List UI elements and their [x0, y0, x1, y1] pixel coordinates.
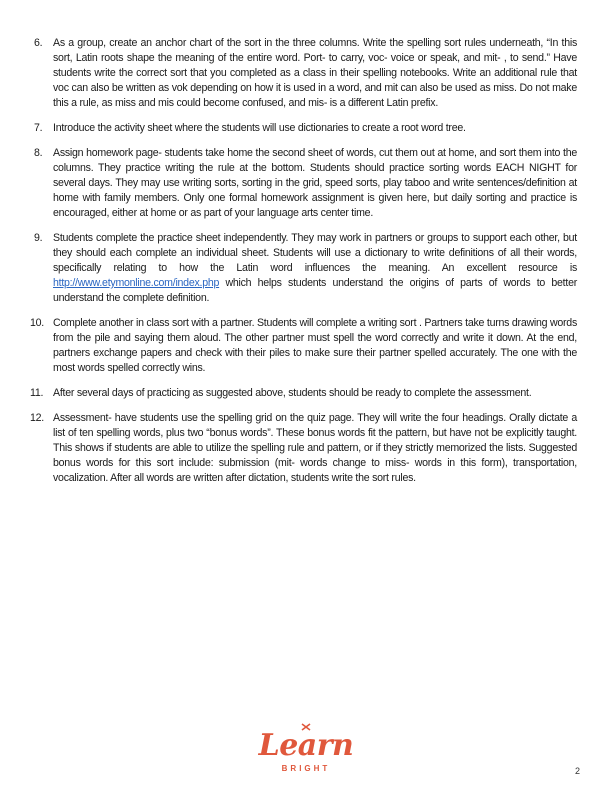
- step-text: Introduce the activity sheet where the students will use dictionaries to create a root word tree.: [53, 122, 466, 134]
- step-6: [0, 36, 612, 111]
- step-number: 8.: [34, 147, 43, 159]
- step-text-before-link: Students complete the practice sheet independently. They may work in partners or groups to support each other, but they should each complete an individual sheet. Students will use a dictionary to write definitions of all their words, specifically relating to how the Latin word influences the meaning. An excellent resource is: [53, 232, 577, 274]
- step-number: 11.: [30, 387, 44, 399]
- logo-subtitle: BRIGHT: [281, 764, 331, 773]
- step-text-after-link: which helps students understand the origins of parts of words to better understand the complete definition.: [53, 277, 577, 304]
- page-number: 2: [575, 766, 581, 776]
- step-10: [0, 316, 612, 376]
- step-number: 6.: [34, 37, 43, 49]
- step-12: [0, 411, 612, 486]
- step-number: 10.: [30, 317, 44, 329]
- step-number: 9.: [34, 232, 43, 244]
- step-9: [0, 231, 612, 306]
- step-number: 12.: [30, 412, 44, 424]
- step-11: [0, 386, 612, 401]
- step-text: Assessment- have students use the spelling grid on the quiz page. They will write the four headings. Orally dictate a list of ten spelling words, plus two “bonus words”. These bonus words fit the pattern, but have not be explicitly taught. This shows if students are able to utilize the spelling rule and pattern, or if they strictly memorized the lists. Suggested bonus words for this sort include: submission (mit- words change to miss- words in this form), transportation, vocalization. After all words are written after dictation, students write the sort rules.: [53, 412, 577, 484]
- instruction-steps: [0, 36, 612, 496]
- step-8: [0, 146, 612, 221]
- learn-bright-logo: [250, 727, 362, 779]
- logo-word: Learn: [258, 728, 354, 763]
- step-text: After several days of practicing as suggested above, students should be ready to complete the assessment.: [53, 387, 532, 399]
- step-text: As a group, create an anchor chart of the sort in the three columns. Write the spelling sort rules underneath, “In this sort, Latin roots shape the meaning of the entire word. Port- to carry, voc- voice or speak, and mit- , to send.” Have students write the correct sort that you completed as a class in their spelling notebooks. Write an additional rule that voc can also be written as vok depending on how it is used in a word, and mit can also be used as miss. Do not make this a rule, as miss and mis could become confused, and mis- is a different Latin prefix.: [53, 37, 577, 109]
- step-text: Complete another in class sort with a partner. Students will complete a writing sort . Partners take turns drawing words from the pile and saying them aloud. The other partner must spell the word correctly and write it down. At the end, partners exchange papers and check with their piles to make sure their partner spelled accurately. The one with the most words spelled correctly wins.: [53, 317, 577, 374]
- step-7: [0, 121, 612, 136]
- step-text: Assign homework page- students take home the second sheet of words, cut them out at home, and sort them into the columns. They practice writing the rule at the bottom. Students should practice sorting words EACH NIGHT for several days. They may use writing sorts, sorting in the grid, speed sorts, play taboo and write sentences/definition at home with family members. Only one formal homework assignment is given here, but daily sorting and practice is encouraged, either at home or as part of your language arts center time.: [53, 147, 577, 219]
- etymonline-link[interactable]: http://www.etymonline.com/index.php: [53, 277, 220, 289]
- step-number: 7.: [34, 122, 43, 134]
